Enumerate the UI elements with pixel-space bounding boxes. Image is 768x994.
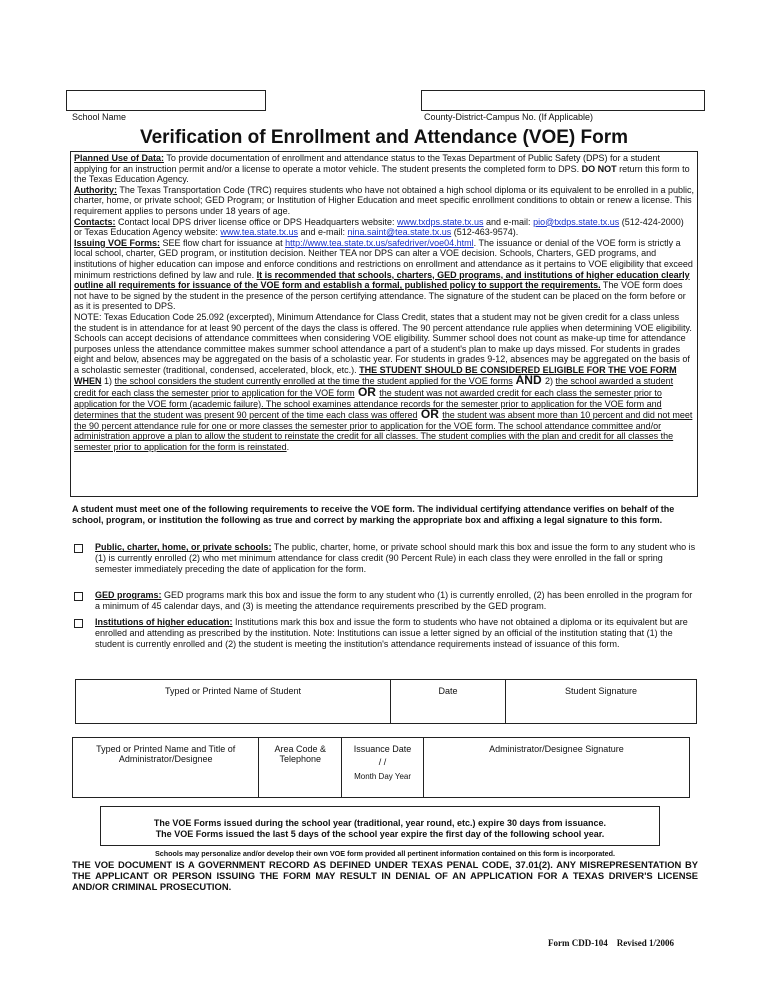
- public-school-checkbox[interactable]: [74, 544, 83, 553]
- admin-signature-cell[interactable]: [424, 738, 689, 797]
- legal-warning: THE VOE DOCUMENT IS A GOVERNMENT RECORD AS DEFINED UNDER TEXAS PENAL CODE, 37.01(2). ANY MISREPRESENTATION BY THE APPLICANT OR PERSON ISSUING THE FORM MAY RESULT IN DENIAL OF AN APPLICATION FOR A TEXAS DRIVER'S LICENSE AND/OR CRIMINAL PROSECUTION.: [72, 859, 698, 892]
- student-date-cell[interactable]: [391, 680, 506, 723]
- flow-chart-link[interactable]: http://www.tea.state.tx.us/safedriver/voe04.html: [285, 237, 474, 248]
- revised-date: Revised 1/2006: [616, 938, 674, 948]
- requirement-statement: A student must meet one of the following requirements to receive the VOE form. The individual certifying attendance verifies on behalf of the school, program, or institution the following as true and correct by marking the appropriate box and affixing a legal signature to this form.: [72, 504, 675, 525]
- dps-website-link[interactable]: www.txdps.state.tx.us: [396, 216, 484, 227]
- admin-name-label: Typed or Printed Name and Title of Administrator/Designee: [96, 744, 236, 764]
- higher-education-checkbox[interactable]: [74, 619, 83, 628]
- planned-use-paragraph: Planned Use of Data: To provide documentation of enrollment and attendance status to the Texas Department of Public Safety (DPS) for a student applying for an instruction permit and/or a license to operate a motor vehicle. The student presents the completed form to DPS. DO NOT return this form to the Texas Education Agency.: [74, 153, 690, 185]
- issuing-paragraph: Issuing VOE Forms: SEE flow chart for issuance at http://www.tea.state.tx.us/safedriver/voe04.html. The issuance or denial of the VOE form is strictly a local school, charter, GED program, or institution decision. Neither TEA nor DPS can alter a VOE decision. Schools, Charters, GED programs, and institutions of higher education can impose and enforce conditions and restrictions on enrollment and attendance as it pertains to VOE eligibility that exceed minimum restrictions defined by law and rule. It is recommended that schools, charters, GED programs, and institutions of higher education clearly outline all requirements for issuance of the VOE form and establish a formal, published policy to support the requirements. The VOE form does not have to be signed by the student in the presence of the person certifying attendance. The signature of the student can be placed on the form before or as it is presented to DPS.: [74, 237, 693, 312]
- authority-paragraph: Authority: The Texas Transportation Code (TRC) requires students who have not obtained a high school diploma or its equivalent to be enrolled in a public, charter, home, or private school; GED Program; or Institution of Higher Education and meet specific enrollment conditions to obtain or renew a license. This requirement applies to persons under 18 years of age.: [74, 184, 695, 216]
- student-signature-table: [75, 679, 697, 724]
- school-name-label: School Name: [72, 112, 127, 122]
- county-district-campus-label: County-District-Campus No. (If Applicable): [424, 112, 594, 122]
- student-name-cell[interactable]: [76, 680, 391, 723]
- legal-warning-block: [72, 849, 698, 892]
- administrator-table: [72, 737, 690, 798]
- option-ged-program: GED programs: GED programs mark this box and issue the form to any student who (1) is currently enrolled, (2) has been enrolled in the program for a minimum of 45 calendar days, and (3) is meeting the attendance requirements prescribed by the GED program.: [95, 590, 693, 611]
- admin-name-cell[interactable]: [73, 738, 259, 797]
- form-number: Form CDD-104: [548, 938, 608, 948]
- student-name-label: Typed or Printed Name of Student: [164, 686, 302, 696]
- option-public-school: Public, charter, home, or private schools: The public, charter, home, or private school should mark this box and issue the form to any student who is (1) is currently enrolled (2) who met minimum attendance for class credit (90 Percent Rule) in each class they were enrolled in the fall or spring semester immediately preceding the date of application for the form.: [95, 542, 696, 574]
- month-day-year-label: Month Day Year: [354, 772, 412, 781]
- expiration-line-1: The VOE Forms issued during the school year (traditional, year round, etc.) expire 30 days from issuance.: [153, 818, 607, 828]
- issuance-date-cell[interactable]: [342, 738, 424, 797]
- student-signature-label: Student Signature: [564, 686, 638, 696]
- issuance-date-label: Issuance Date: [353, 744, 412, 754]
- date-slashes: / /: [378, 757, 387, 767]
- ged-program-checkbox[interactable]: [74, 592, 83, 601]
- phone-label: Area Code & Telephone: [274, 744, 327, 764]
- student-date-label: Date: [438, 686, 458, 696]
- phone-cell[interactable]: [259, 738, 342, 797]
- form-title: Verification of Enrollment and Attendance (VOE) Form: [139, 127, 629, 148]
- note-paragraph: NOTE: Texas Education Code 25.092 (excerpted), Minimum Attendance for Class Credit, states that a student may not be given credit for a class unless the student is in attendance for at least 90 percent of the days the class is offered. The 90 percent attendance rule applies when determining VOE eligibility. Schools can accept decisions of attendance committees when considering VOE eligibility. Summer school does not count as make-up time for attendance purposes unless the attendance committee makes summer school attendance a part of a student's plan to make up days missed. For students in grades eight and below, absences may be aggregated on the basis of a scholastic year. For students in grades 9-12, absences may be aggregated on the basis of a scholastic semester (traditional, condensed, accelerated, block, etc.). THE STUDENT SHOULD BE CONSIDERED ELIGIBLE FOR THE VOE FORM WHEN 1) the school considers the student currently enrolled at the time the student applied for the VOE forms AND 2) the school awarded a student credit for each class the semester prior to application for the VOE form OR the student was not awarded credit for each class the semester prior to application for the VOE form (academic failure). The school examines attendance records for the semester prior to application for the VOE form and determines that the student was present 90 percent of the time each class was offered OR the student was absent more than 10 percent and did not meet the 90 percent attendance rule for one or more classes the semester prior to application for the VOE form. The school attendance committee and/or administration approve a plan to allow the student to reinstate the credit for all classes. The student complies with the plan and credit for all classes the semester prior to application for the form is reinstated.: [74, 311, 693, 453]
- option-higher-education: Institutions of higher education: Institutions mark this box and issue the form to students who have not obtained a diploma or its equivalent but are enrolled and attending as prescribed by the institution. Note: Institutions can issue a letter signed by an official of the institution stating that (1) the student is currently enrolled and (2) the student is meeting the institution's attendance requirements instead of issuance of this form.: [95, 617, 688, 649]
- information-box: [70, 151, 698, 497]
- admin-signature-label: Administrator/Designee Signature: [489, 744, 624, 754]
- student-signature-cell[interactable]: [506, 680, 696, 723]
- dps-email-link[interactable]: pio@txdps.state.tx.us: [533, 216, 620, 227]
- tea-website-link[interactable]: www.tea.state.tx.us: [220, 227, 298, 238]
- tea-email-link[interactable]: nina.saint@tea.state.tx.us: [347, 227, 452, 238]
- form-footer: [548, 938, 674, 948]
- contacts-paragraph: Contacts: Contact local DPS driver license office or DPS Headquarters website: www.txdps.state.tx.us and e-mail: pio@txdps.state.tx.us (512-424-2000) or Texas Education Agency website: www.tea.state.tx.us and e-mail: nina.saint@tea.state.tx.us (512-463-9574).: [74, 216, 684, 238]
- school-name-field[interactable]: [66, 90, 266, 111]
- expiration-line-2: The VOE Forms issued the last 5 days of the school year expire the first day of the following school year.: [155, 829, 605, 839]
- county-district-campus-field[interactable]: [421, 90, 705, 111]
- expiration-notice: [100, 806, 660, 846]
- personalize-note: Schools may personalize and/or develop their own VOE form provided all pertinent information contained on this form is incorporated.: [154, 849, 616, 858]
